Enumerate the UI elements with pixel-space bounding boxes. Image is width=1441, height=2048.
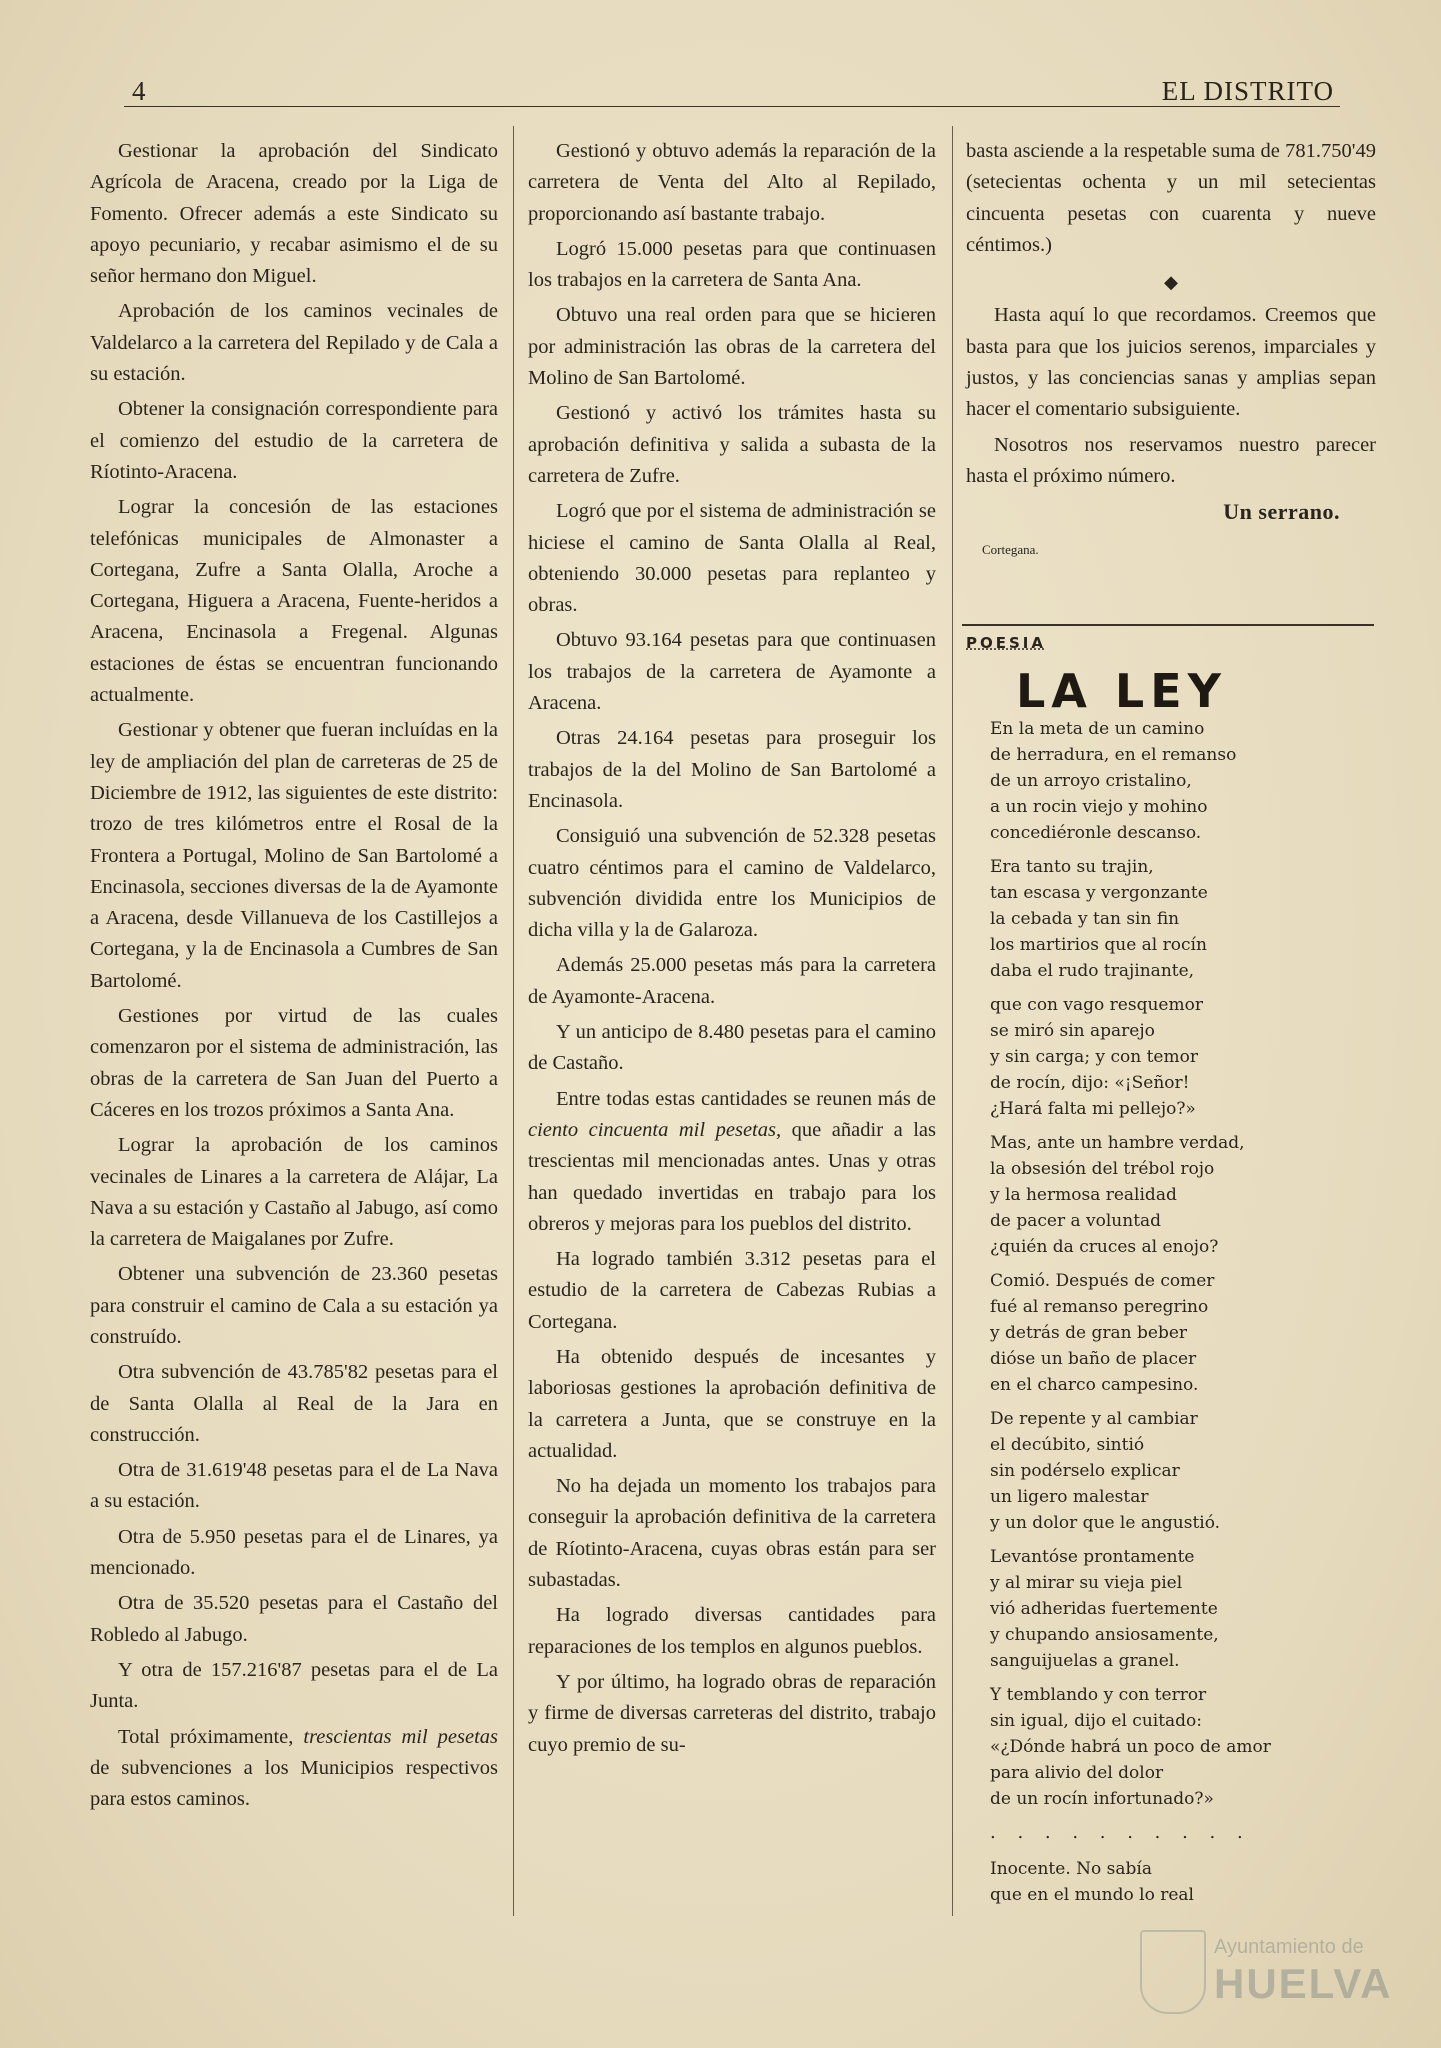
verse-line: dióse un baño de placer — [990, 1349, 1197, 1369]
verse-line: daba el rudo trajinante, — [990, 961, 1195, 981]
text-run: que añadir a las trescientas mil mencionadas antes. Unas y otras han quedado invertidas en trabajo para los obreros y mejoras para los pueblos del distrito. — [528, 1118, 936, 1235]
paragraph: Otra de 35.520 pesetas para el Castaño del Robledo al Jabugo. — [90, 1592, 498, 1646]
verse-line: que en el mundo lo real — [990, 1885, 1194, 1905]
verse-line: y al mirar su vieja piel — [990, 1573, 1183, 1593]
verse-line: Mas, ante un hambre verdad, — [990, 1133, 1245, 1153]
verse-line: y chupando ansiosamente, — [990, 1625, 1219, 1645]
verse-line: Inocente. No sabía — [990, 1859, 1152, 1879]
paragraph: Y por último, ha logrado obras de reparación y firme de diversas carreteras del distrito, trabajo cuyo premio de su- — [528, 1670, 936, 1756]
paragraph: Obtener la consignación correspondiente para el comienzo del estudio de la carretera de Ríotinto-Aracena. — [90, 398, 498, 483]
paragraph: Aprobación de los caminos vecinales de Valdelarco a la carretera del Repilado y de Cala a su estación. — [90, 300, 498, 386]
verse-line: Comió. Después de comer — [990, 1271, 1215, 1291]
paragraph: Gestionó y obtuvo además la reparación de la carretera de Venta del Alto al Repilado, proporcionando así bastante trabajo. — [528, 140, 936, 225]
verse-line: y un dolor que le angustió. — [990, 1513, 1221, 1533]
verse-line: los martirios que al rocín — [990, 935, 1207, 955]
verse-line: de un arroyo cristalino, — [990, 771, 1192, 791]
paragraph: Lograr la aprobación de los caminos vecinales de Linares a la carretera de Alájar, La Nava a su estación y Castaño al Jabugo, así como la carretera de Maigalanes por Zufre. — [90, 1134, 498, 1251]
verse-line: fué al remanso peregrino — [990, 1297, 1209, 1317]
paragraph: Nosotros nos reservamos nuestro parecer hasta el próximo número. — [966, 433, 1376, 487]
paragraph-summary — [528, 1084, 936, 1240]
paragraph: Y otra de 157.216'87 pesetas para el de La Junta. — [90, 1658, 498, 1713]
verse-line: y la hermosa realidad — [990, 1185, 1177, 1205]
paragraph: Otras 24.164 pesetas para proseguir los trabajos de la del Molino de San Bartolomé a Encinasola. — [528, 727, 936, 812]
verse-line: y detrás de gran beber — [990, 1323, 1188, 1343]
paragraph: Otra subvención de 43.785'82 pesetas para el de Santa Olalla al Real de la Jara en construcción. — [90, 1361, 498, 1446]
verse-line: Levantóse prontamente — [990, 1547, 1195, 1567]
column-1 — [90, 136, 498, 1819]
paragraph: Gestiones por virtud de las cuales comenzaron por el sistema de administración, las obras de la carretera de San Juan del Puerto a Cáceres en los trozos próximos a Santa Ana. — [90, 1005, 498, 1121]
verse-line: sin igual, dijo el cuitado: — [990, 1711, 1203, 1731]
place-name: Cortegana. — [982, 541, 1039, 557]
section-rule — [962, 624, 1374, 626]
verse-line: en el charco campesino. — [990, 1375, 1199, 1395]
page-header — [124, 76, 1340, 108]
verse-line: De repente y al cambiar — [990, 1409, 1198, 1429]
ellipsis-dots: . . . . . . . . . . — [990, 1822, 1251, 1843]
paragraph: Y un anticipo de 8.480 pesetas para el camino de Castaño. — [528, 1021, 936, 1075]
paragraph: Gestionó y activó los trámites hasta su aprobación definitiva y salida a subasta de la carretera de Zufre. — [528, 402, 936, 487]
archive-watermark — [1140, 1930, 1393, 2010]
paragraph: Obtener una subvención de 23.360 pesetas para construir el camino de Cala a su estación ya construído. — [90, 1263, 498, 1348]
paragraph: Obtuvo una real orden para que se hicieren por administración las obras de la carretera del Molino de San Bartolomé. — [528, 304, 936, 390]
paragraph: Otra de 31.619'48 pesetas para el de La Nava a su estación. — [90, 1459, 498, 1513]
italic-text: ciento cincuenta mil pesetas, — [528, 1118, 782, 1141]
verse-line: un ligero malestar — [990, 1487, 1149, 1507]
verse-line: de rocín, dijo: «¡Señor! — [990, 1073, 1190, 1093]
stanza — [990, 1856, 1370, 1908]
verse-line: ¿quién da cruces al enojo? — [990, 1237, 1219, 1257]
journal-title: EL DISTRITO — [1161, 76, 1334, 106]
text-run: de subvenciones a los Municipios respectivos para estos caminos. — [90, 1756, 498, 1811]
paragraph: Gestionar la aprobación del Sindicato Agrícola de Aracena, creado por la Liga de Fomento. Ofrecer además a este Sindicato su apoyo pecuniario, y recabar asimismo el de su señor hermano don Miguel. — [90, 140, 498, 288]
text-run: Total próximamente, — [118, 1725, 294, 1748]
diamond-ornament-icon: ◆ — [1164, 272, 1178, 293]
paragraph: Lograr la concesión de las estaciones telefónicas municipales de Almonaster a Cortegana, Zufre a Santa Olalla, Aroche a Cortegana, Higuera a Aracena, Fuente-heridos a Aracena, Encinasola a Fregenal. Algunas estaciones de éstas se encuentran funcionando actualmente. — [90, 496, 498, 707]
paragraph: Consiguió una subvención de 52.328 pesetas cuatro céntimos para el camino de Valdelarco, subvención dividida entre los Municipios de dicha villa y la de Galaroza. — [528, 825, 936, 942]
verse-line: «¿Dónde habrá un poco de amor — [990, 1737, 1271, 1757]
paragraph: Otra de 5.950 pesetas para el de Linares, ya mencionado. — [90, 1525, 498, 1580]
text-run: Entre todas estas cantidades se reunen más de — [556, 1087, 936, 1110]
italic-text: trescientas mil pesetas — [303, 1725, 498, 1748]
watermark-line-1: Ayuntamiento de — [1214, 1936, 1364, 1958]
column-3 — [966, 136, 1376, 565]
header-rule — [124, 106, 1340, 107]
verse-line: vió adheridas fuertemente — [990, 1599, 1218, 1619]
paragraph-continuation: basta asciende a la respetable suma de 781.750'49 (setecientas ochenta y un mil setecientas cincuenta pesetas con cuarenta y nueve céntimos.) — [966, 140, 1376, 256]
verse-line: sin podérselo explicar — [990, 1461, 1180, 1481]
stanza — [990, 1682, 1370, 1812]
column-divider-2 — [952, 126, 953, 1916]
verse-line: Y temblando y con terror — [990, 1685, 1207, 1705]
stanza — [990, 1406, 1370, 1536]
paragraph: Ha logrado también 3.312 pesetas para el estudio de la carretera de Cabezas Rubias a Cortegana. — [528, 1248, 936, 1333]
section-label: POESIA — [966, 634, 1046, 652]
verse-line: el decúbito, sintió — [990, 1435, 1145, 1455]
paragraph: Ha obtenido después de incesantes y laboriosas gestiones la aprobación definitiva de la carretera a Junta, que se construye en la actualidad. — [528, 1345, 936, 1462]
verse-line: y sin carga; y con temor — [990, 1047, 1198, 1067]
verse-line: En la meta de un camino — [990, 719, 1205, 739]
column-2 — [528, 136, 936, 1765]
verse-line: de herradura, en el remanso — [990, 745, 1237, 765]
paragraph: Obtuvo 93.164 pesetas para que continuasen los trabajos de la carretera de Ayamonte a Aracena. — [528, 629, 936, 715]
paragraph: Logró que por el sistema de administración se hiciese el camino de Santa Olalla al Real, obteniendo 30.000 pesetas para replanteo y obras. — [528, 500, 936, 617]
paragraph-total — [90, 1722, 498, 1816]
stanza — [990, 992, 1370, 1122]
verse-line: tan escasa y vergonzante — [990, 883, 1208, 903]
paragraph: Hasta aquí lo que recordamos. Creemos que basta para que los juicios serenos, imparciales y justos, y las conciencias sanas y amplias sepan hacer el comentario subsiguiente. — [966, 304, 1376, 421]
verse-line: de pacer a voluntad — [990, 1211, 1162, 1231]
watermark-line-2: HUELVA — [1214, 1960, 1393, 2007]
verse-line: para alivio del dolor — [990, 1763, 1164, 1783]
verse-line: que con vago resquemor — [990, 995, 1203, 1015]
verse-line: Era tanto su trajin, — [990, 857, 1154, 877]
stanza — [990, 1130, 1370, 1260]
poem-title: LA LEY — [1016, 664, 1227, 718]
verse-line: se miró sin aparejo — [990, 1021, 1155, 1041]
paragraph: Ha logrado diversas cantidades para reparaciones de los templos en algunos pueblos. — [528, 1604, 936, 1658]
verse-line: concediéronle descanso. — [990, 823, 1202, 843]
page-number: 4 — [132, 76, 146, 106]
signature: Un serrano. — [1223, 499, 1340, 525]
stanza — [990, 716, 1370, 846]
stanza — [990, 854, 1370, 984]
paragraph: Logró 15.000 pesetas para que continuasen los trabajos en la carretera de Santa Ana. — [528, 237, 936, 292]
stanza — [990, 1268, 1370, 1398]
stanza — [990, 1544, 1370, 1674]
poem-body — [990, 716, 1370, 1916]
verse-line: a un rocin viejo y mohino — [990, 797, 1208, 817]
paragraph: Además 25.000 pesetas más para la carretera de Ayamonte-Aracena. — [528, 954, 936, 1008]
paragraph: No ha dejada un momento los trabajos para conseguir la aprobación definitiva de la carretera de Ríotinto-Aracena, cuyas obras están para ser subastadas. — [528, 1475, 936, 1592]
verse-line: la obsesión del trébol rojo — [990, 1159, 1215, 1179]
column-divider-1 — [513, 126, 514, 1916]
verse-line: ¿Hará falta mi pellejo?» — [990, 1099, 1196, 1119]
coat-of-arms-icon — [1140, 1930, 1206, 2014]
verse-line: de un rocín infortunado?» — [990, 1789, 1214, 1809]
verse-line: sanguijuelas a granel. — [990, 1651, 1180, 1671]
paragraph: Gestionar y obtener que fueran incluídas en la ley de ampliación del plan de carreteras de 25 de Diciembre de 1912, las siguientes de este distrito: trozo de tres kilómetros entre el Rosal de la Frontera a Portugal, Molino de San Bartolomé a Encinasola, secciones diversas de la de Ayamonte a Aracena, desde Villanueva de los Castillejos a Cortegana, y la de Encinasola a Cumbres de San Bartolomé. — [90, 719, 498, 992]
verse-line: la cebada y tan sin fin — [990, 909, 1180, 929]
